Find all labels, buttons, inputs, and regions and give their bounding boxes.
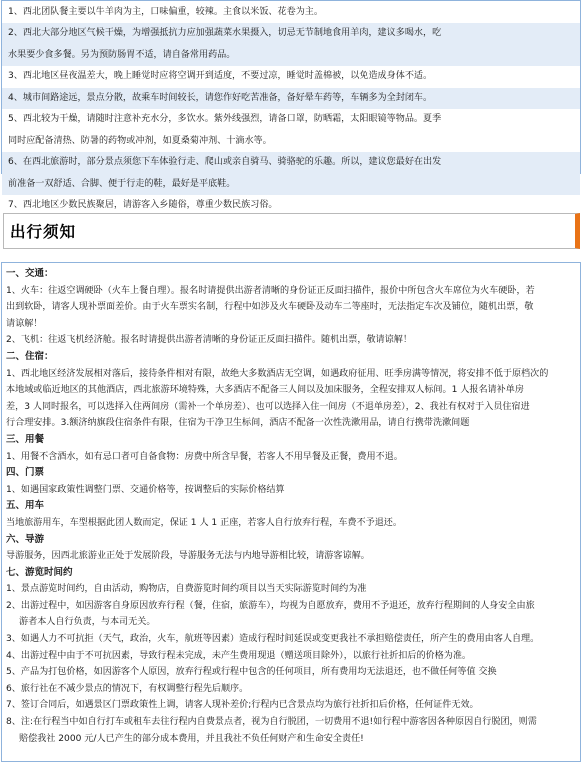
notice-line: 游者本人自行负责，与本司无关。 xyxy=(19,617,156,628)
travel-tips-table xyxy=(1,0,581,210)
notice-line: 1、景点游览时间约，自由活动，购物店，自费游览时间约项目以当天实际游览时间约为准 xyxy=(6,584,367,595)
tips-row: 2、西北大部分地区气候干燥，为增强抵抗力应加强蔬菜水果摄入，切忌无节制地食用羊肉，建议多喝水，吃 xyxy=(2,23,580,45)
notice-line: 1、火车：往返空调硬卧（火车上餐自理）。报名时请提供出游者清晰的身份证正反面扫描件，报价中所包含火车席位为火车硬卧，若 xyxy=(6,285,535,296)
notice-section-heading: 七、游览时间约 xyxy=(6,566,73,578)
notice-section-heading: 六、导游 xyxy=(6,533,45,545)
notice-line: 本地域或临近地区的其他酒店，西北旅游环境特殊，大多酒店不配备三人间以及加床服务，全程安排双人标间。1 人报名请补单房 xyxy=(6,385,524,396)
notice-section-heading: 一、交通： xyxy=(6,268,54,279)
notice-line: 5、产品为打包价格，如因游客个人原因，放弃行程或行程中包含的任何项目，所有费用均无法退还，也不做任何等值 交换 xyxy=(6,667,497,678)
notice-section-heading: 三、用餐 xyxy=(6,433,45,445)
notice-line: 7、签订合同后，如遇景区门票政策性上调，请客人现补差价;行程内已含景点均为旅行社折扣后价格，任何证件无效。 xyxy=(6,700,479,711)
notice-line: 赔偿我社 2000 元/人已产生的部分成本费用，并且我社不负任何财产和生命安全责任! xyxy=(19,733,364,744)
notice-line: 导游服务，因西北旅游业正处于发展阶段，导游服务无法与内地导游相比较，请游客谅解。 xyxy=(6,551,370,562)
notice-line: 1、用餐不含酒水，如有忌口者可自备食物：房费中所含早餐，若客人不用早餐及正餐，费用不退。 xyxy=(6,451,403,462)
notice-line: 行合理安排。3.额济纳旗段住宿条件有限，住宿为干净卫生标间，酒店不配备一次性洗漱用品，请自行携带洗漱间题 xyxy=(6,418,470,429)
tips-row: 7、西北地区少数民族聚居，请游客入乡随俗，尊重少数民族习俗。 xyxy=(8,200,278,210)
notice-section-heading: 四、门票 xyxy=(6,467,45,479)
notice-line: 3、如遇人力不可抗拒（天气，政治，火车，航班等因素）造成行程时间延误或变更我社不承担赔偿责任，所产生的费用由客人自理。 xyxy=(6,634,540,645)
notice-line: 4、出游过程中由于不可抗因素，导致行程未完成，未产生费用现退（赠送项目除外），以旅行社折扣后的价格为准。 xyxy=(6,650,472,661)
notice-line: 请谅解！ xyxy=(6,318,43,329)
tips-row: 1、西北团队餐主要以牛羊肉为主，口味偏重，较辣。主食以米饭、花卷为主。 xyxy=(8,7,323,17)
notice-line: 8、注:在行程当中如自行打车或租车去往行程内自费景点者，视为自行脱团，一切费用不退!如行程中游客因各种原因自行脱团，则需 xyxy=(6,717,537,728)
notice-line: 出到软卧，请客人现补票面差价。由于火车票实名制，行程中如涉及火车硬卧及动车二等座时，无法指定车次及铺位，随机出票，敬 xyxy=(6,302,534,313)
travel-notice-box xyxy=(1,262,581,762)
tips-row: 水果要少食多餐。另为预防肠胃不适，请自备常用药品。 xyxy=(2,45,580,67)
notice-line: 6、旅行社在不减少景点的情况下，有权调整行程先后顺序。 xyxy=(6,683,249,694)
notice-line: 1、如遇国家政策性调整门票、交通价格等，按调整后的实际价格结算 xyxy=(6,484,285,495)
section-heading xyxy=(3,213,580,249)
tips-row: 前准备一双舒适、合脚、便于行走的鞋，最好是平底鞋。 xyxy=(2,174,580,196)
notice-line: 1、西北地区经济发展相对落后，接待条件相对有限，故绝大多数酒店无空调，如遇政府征用、旺季房满等情况，将安排不低于原档次的 xyxy=(6,368,549,379)
tips-row: 4、城市间路途远，景点分散，故乘车时间较长，请您作好吃苦准备，备好晕车药等，车辆多为全封闭车。 xyxy=(2,88,580,110)
tips-row: 5、西北较为干燥，请随时注意补充水分，多饮水。紫外线强烈，请备口罩，防晒霜，太阳眼镜等物品。夏季 xyxy=(8,114,442,124)
notice-section-heading: 二、住宿： xyxy=(6,350,54,362)
tips-row: 同时应配备清热、防暑的药物或冲剂，如夏桑菊冲剂、十滴水等。 xyxy=(8,135,272,146)
notice-line: 当地旅游用车，车型根据此团人数而定，保证 1 人 1 正座，若客人自行放弃行程，车费不予退还。 xyxy=(6,517,402,528)
tips-row: 3、西北地区昼夜温差大，晚上睡觉时应将空调开到适度，不要过凉，睡觉时盖棉被，以免造成身体不适。 xyxy=(8,71,433,81)
notice-line: 差，3 人同时报名，可以选择入住两间房（需补一个单房差）、也可以选择入住一间房（不退单房差），2、我社有权对于入员住宿进 xyxy=(6,401,530,412)
notice-line: 2、飞机：往返飞机经济舱。报名时请提供出游者清晰的身份证正反面扫描件。随机出票，敬请谅解！ xyxy=(6,335,412,346)
section-title: 出行须知 xyxy=(10,223,77,241)
notice-section-heading: 五、用车 xyxy=(6,500,45,512)
notice-line: 2、出游过程中，如因游客自身原因放弃行程（餐，住宿，旅游车），均视为自愿放弃，费用不予退还，放弃行程期间的人身安全由旅 xyxy=(6,600,535,611)
tips-row: 6、在西北旅游时，部分景点须您下车体验行走、爬山或亲自骑马、骑骆驼的乐趣。所以，建议您最好在出发 xyxy=(2,152,580,174)
